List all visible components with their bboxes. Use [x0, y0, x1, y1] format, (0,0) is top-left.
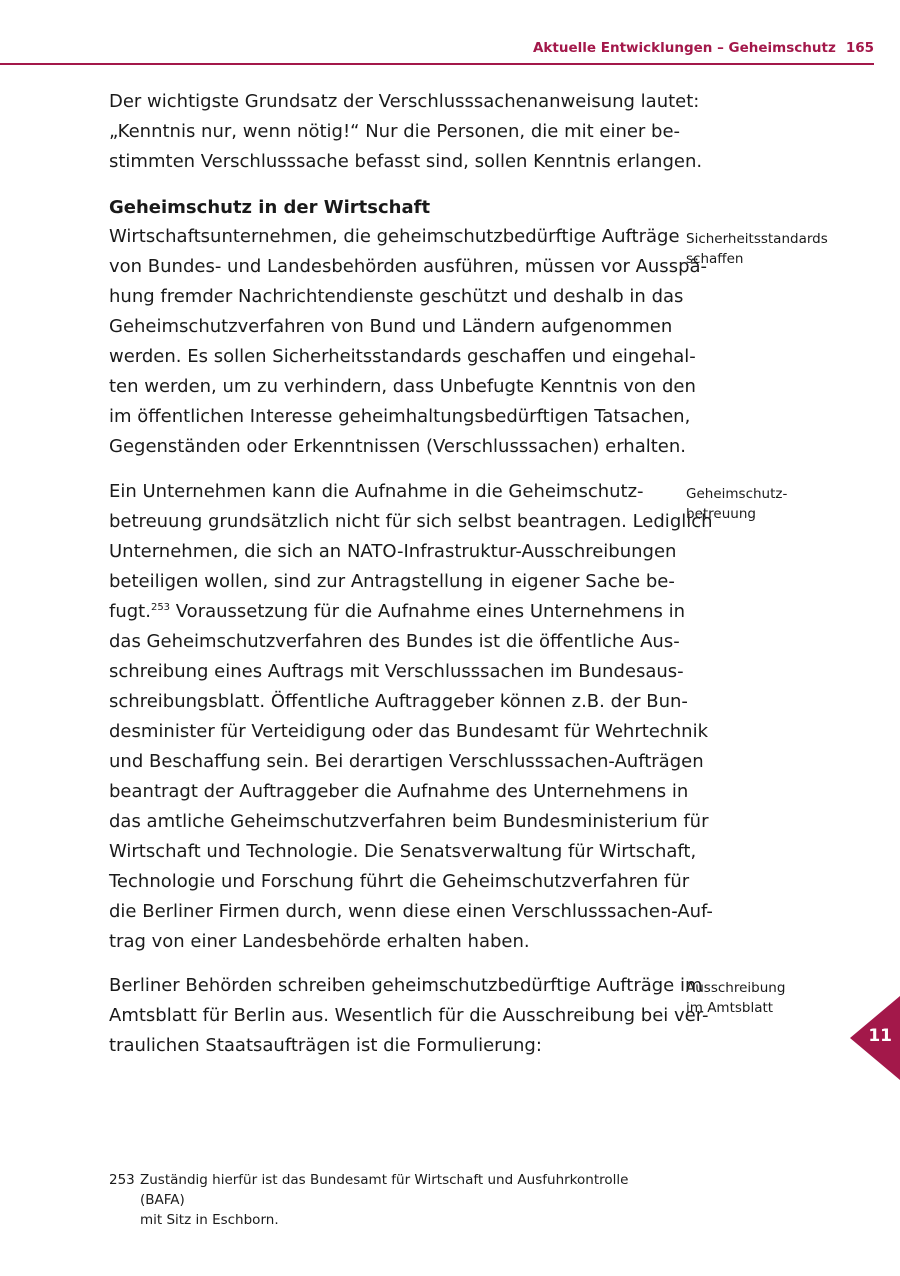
text-line: Der wichtigste Grundsatz der Verschlusssachenanweisung lautet:	[109, 91, 700, 112]
text-line: „Kenntnis nur, wenn nötig!“ Nur die Personen, die mit einer be-	[109, 121, 681, 142]
margin-note-sicherheitsstandards	[686, 229, 856, 269]
text-line: beantragt der Auftraggeber die Aufnahme des Unternehmens in	[109, 781, 689, 802]
header-divider	[0, 63, 874, 65]
margin-note-line: im Amtsblatt	[686, 1000, 774, 1016]
text-line	[109, 597, 686, 627]
text-line: schreibung eines Auftrags mit Verschlusssachen im Bundesaus-	[109, 661, 684, 682]
text-line: stimmten Verschlusssache befasst sind, sollen Kenntnis erlangen.	[109, 151, 703, 172]
text-line: trag von einer Landesbehörde erhalten haben.	[109, 931, 530, 952]
footnote	[109, 1170, 669, 1230]
text-line: betreuung grundsätzlich nicht für sich selbst beantragen. Lediglich	[109, 511, 713, 532]
text-line: von Bundes- und Landesbehörden ausführen, müssen vor Ausspä-	[109, 256, 708, 277]
footnote-reference[interactable]: 253	[150, 602, 171, 613]
intro-paragraph	[109, 87, 703, 177]
body-paragraph-wirtschaft	[109, 222, 708, 462]
page-number: 165	[845, 40, 874, 56]
body-paragraph-amtsblatt	[109, 971, 709, 1061]
text-line: schreibungsblatt. Öffentliche Auftraggeber können z.B. der Bun-	[109, 691, 688, 712]
text-line: die Berliner Firmen durch, wenn diese einen Verschlusssachen-Auf-	[109, 901, 713, 922]
text-line: beteiligen wollen, sind zur Antragstellung in eigener Sache be-	[109, 571, 675, 592]
text-fragment: Voraussetzung für die Aufnahme eines Unternehmens in	[170, 601, 686, 622]
text-line: das amtliche Geheimschutzverfahren beim Bundesministerium für	[109, 811, 709, 832]
text-line: ten werden, um zu verhindern, dass Unbefugte Kenntnis von den	[109, 376, 696, 397]
margin-note-line: Sicherheitsstandards	[686, 231, 828, 247]
text-line: Wirtschaftsunternehmen, die geheimschutzbedürftige Aufträge	[109, 226, 680, 247]
text-line: Wirtschaft und Technologie. Die Senatsverwaltung für Wirtschaft,	[109, 841, 697, 862]
text-line: Geheimschutzverfahren von Bund und Ländern aufgenommen	[109, 316, 673, 337]
header-title: Aktuelle Entwicklungen – Geheimschutz	[532, 40, 836, 56]
footnote-text-line: Zuständig hierfür ist das Bundesamt für Wirtschaft und Ausfuhrkontrolle (BAFA)	[140, 1172, 629, 1208]
text-line: hung fremder Nachrichtendienste geschützt und deshalb in das	[109, 286, 684, 307]
text-line: desminister für Verteidigung oder das Bundesamt für Wehrtechnik	[109, 721, 709, 742]
text-line: Ein Unternehmen kann die Aufnahme in die Geheimschutz-	[109, 481, 644, 502]
margin-note-line: Ausschreibung	[686, 980, 786, 996]
text-line: das Geheimschutzverfahren des Bundes ist die öffentliche Aus-	[109, 631, 680, 652]
footnote-text-line: mit Sitz in Eschborn.	[140, 1212, 279, 1228]
margin-note-line: schaffen	[686, 251, 744, 267]
text-line: Berliner Behörden schreiben geheimschutzbedürftige Aufträge im	[109, 975, 703, 996]
text-fragment: fugt.	[109, 601, 151, 622]
chapter-tab-label: 11	[868, 1026, 892, 1046]
margin-note-line: betreuung	[686, 506, 756, 522]
running-header	[533, 40, 874, 56]
margin-note-ausschreibung	[686, 978, 856, 1018]
text-line: traulichen Staatsaufträgen ist die Formulierung:	[109, 1035, 542, 1056]
text-line: Amtsblatt für Berlin aus. Wesentlich für die Ausschreibung bei ver-	[109, 1005, 709, 1026]
text-line: im öffentlichen Interesse geheimhaltungsbedürftigen Tatsachen,	[109, 406, 691, 427]
footnote-number: 253	[109, 1172, 135, 1188]
body-paragraph-betreuung	[109, 477, 713, 957]
margin-note-geheimschutzbetreuung	[686, 484, 856, 524]
text-line: Unternehmen, die sich an NATO-Infrastruktur-Ausschreibungen	[109, 541, 677, 562]
text-line: werden. Es sollen Sicherheitsstandards geschaffen und eingehal-	[109, 346, 696, 367]
text-line: Gegenständen oder Erkenntnissen (Verschlusssachen) erhalten.	[109, 436, 687, 457]
text-line: und Beschaffung sein. Bei derartigen Verschlusssachen-Aufträgen	[109, 751, 704, 772]
text-line: Technologie und Forschung führt die Geheimschutzverfahren für	[109, 871, 690, 892]
section-heading: Geheimschutz in der Wirtschaft	[109, 197, 431, 218]
margin-note-line: Geheimschutz-	[686, 486, 788, 502]
